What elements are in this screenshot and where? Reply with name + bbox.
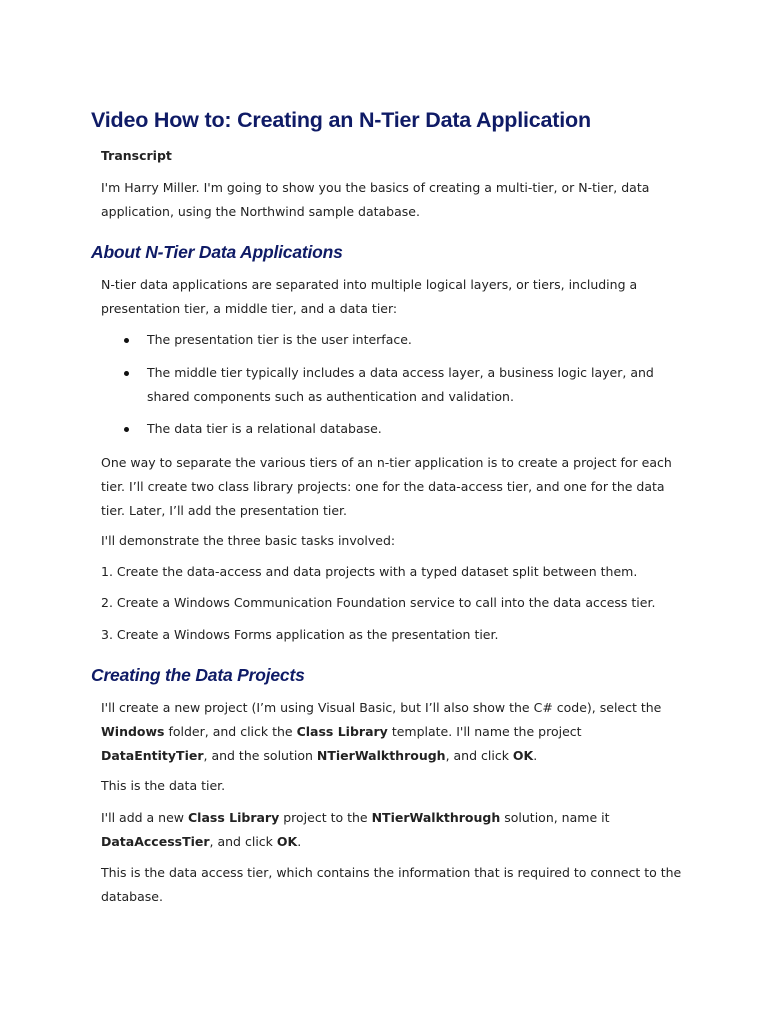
bullet-icon bbox=[124, 338, 129, 343]
step-2: 2. Create a Windows Communication Foundation service to call into the data access tier. bbox=[101, 595, 656, 610]
transcript-label: Transcript bbox=[101, 148, 172, 163]
section1-paragraph-1: N-tier data applications are separated into multiple logical layers, or tiers, including a presentation tier, a middle tier, and a data tier: bbox=[101, 277, 638, 316]
bullet-icon bbox=[124, 427, 129, 432]
section2-paragraph-1: I'll create a new project (I’m using Visual Basic, but I’ll also show the C# code), select the Windows folder, and click the Class Library template. I'll name the project DataEntityTier, and the solution NTierWalkthrough, and click OK. bbox=[101, 700, 662, 763]
step-1: 1. Create the data-access and data projects with a typed dataset split between them. bbox=[101, 564, 638, 579]
intro-paragraph: I'm Harry Miller. I'm going to show you the basics of creating a multi-tier, or N-tier, data application, using the Northwind sample database. bbox=[101, 180, 650, 219]
bullet-icon bbox=[124, 371, 129, 376]
bullet-text: The data tier is a relational database. bbox=[147, 421, 382, 436]
section2-paragraph-3: I'll add a new Class Library project to the NTierWalkthrough solution, name it DataAccessTier, and click OK. bbox=[101, 810, 610, 849]
section2-paragraph-2: This is the data tier. bbox=[101, 778, 226, 793]
section-heading-data-projects: Creating the Data Projects bbox=[91, 665, 305, 685]
section1-paragraph-3: I'll demonstrate the three basic tasks involved: bbox=[101, 533, 396, 548]
bullet-text: The presentation tier is the user interface. bbox=[147, 332, 412, 347]
section2-paragraph-4: This is the data access tier, which contains the information that is required to connect to the database. bbox=[101, 865, 682, 904]
step-3: 3. Create a Windows Forms application as the presentation tier. bbox=[101, 627, 499, 642]
section-heading-about: About N-Tier Data Applications bbox=[91, 242, 343, 262]
bullet-text: The middle tier typically includes a data access layer, a business logic layer, and shared components such as authentication and validation. bbox=[147, 365, 654, 404]
section1-paragraph-2: One way to separate the various tiers of an n-tier application is to create a project for each tier. I’ll create two class library projects: one for the data-access tier, and one for the data tier. Later, I’ll add the presentation tier. bbox=[101, 455, 672, 518]
page-title: Video How to: Creating an N-Tier Data Application bbox=[91, 108, 591, 132]
